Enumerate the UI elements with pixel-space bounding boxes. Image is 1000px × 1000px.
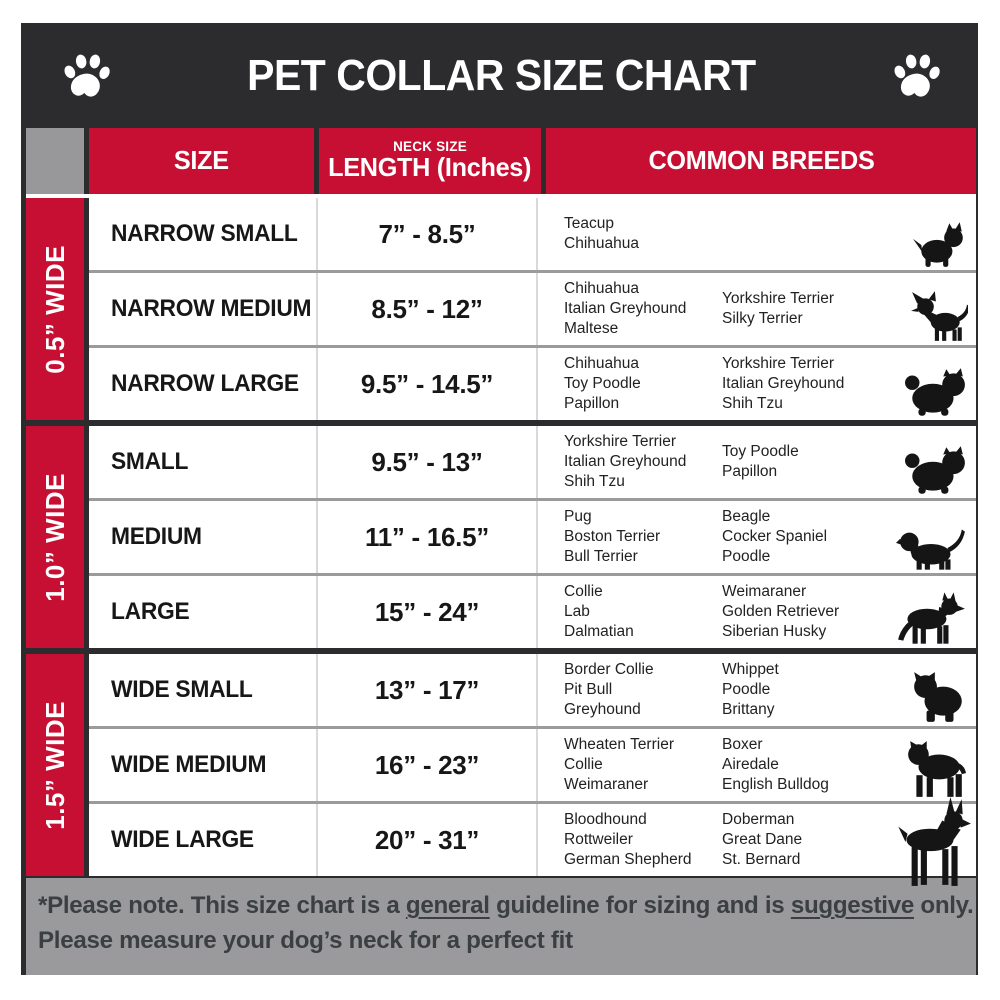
breed-name: Greyhound (564, 700, 641, 718)
collar-width-label-cell (26, 654, 89, 876)
breed-name: Great Dane (722, 831, 803, 849)
table-header-row (26, 128, 976, 194)
neck-length-value: 8.5” - 12” (371, 293, 483, 324)
size-cell (89, 804, 316, 876)
breed-name: Whippet (722, 661, 779, 679)
neck-length-cell (316, 729, 538, 801)
paw-print-icon (890, 51, 942, 101)
breed-name: St. Bernard (722, 850, 801, 868)
collar-width-label: 0.5” WIDE (39, 244, 70, 374)
collar-width-label-cell (26, 426, 89, 648)
breed-name: Brittany (722, 700, 775, 718)
footer-note (26, 878, 976, 975)
title-bar (26, 23, 976, 128)
size-name: WIDE LARGE (111, 826, 254, 853)
breeds-column-1 (564, 354, 714, 413)
breed-name: Italian Greyhound (722, 375, 845, 393)
column-header-neck-size-length (319, 128, 541, 194)
column-header-common-breeds (546, 128, 976, 194)
breed-name: Teacup (564, 215, 614, 233)
neck-length-value: 20” - 31” (374, 824, 480, 855)
common-breeds-cell (538, 729, 976, 801)
breed-name: Boston Terrier (564, 528, 661, 546)
neck-length-cell (316, 198, 538, 270)
common-breeds-cell (538, 198, 976, 270)
neck-length-cell (316, 804, 538, 876)
breed-name: Yorkshire Terrier (722, 290, 834, 308)
size-name: NARROW SMALL (111, 220, 298, 247)
neck-length-value: 13” - 17” (374, 674, 480, 705)
neck-length-cell (316, 273, 538, 345)
footer-text-segment: guideline for sizing and is (489, 892, 791, 919)
header-corner-cell (26, 128, 84, 194)
size-cell (89, 198, 316, 270)
size-name: LARGE (111, 598, 190, 625)
table-row (89, 345, 976, 420)
breed-name: Beagle (722, 508, 771, 526)
bulldog-icon (910, 671, 968, 723)
breed-name: Chihuahua (564, 235, 639, 252)
breed-name: Silky Terrier (722, 310, 803, 327)
doberman-icon (888, 796, 972, 890)
size-cell (89, 729, 316, 801)
collar-width-label: 1.0” WIDE (39, 472, 70, 602)
breed-name: Bloodhound (564, 811, 647, 829)
breed-name: Papillon (564, 394, 620, 412)
table-row (89, 654, 976, 726)
table-row (89, 426, 976, 498)
neck-length-cell (316, 501, 538, 573)
size-cell (89, 273, 316, 345)
size-cell (89, 348, 316, 420)
breed-name: English Bulldog (722, 775, 829, 793)
size-name: WIDE MEDIUM (111, 751, 267, 778)
breed-name: Border Collie (564, 661, 654, 679)
breed-name: Poodle (722, 681, 771, 699)
breed-name: Toy Poodle (564, 375, 641, 393)
length-inches-label: LENGTH (Inches) (328, 152, 532, 183)
collar-width-group (26, 426, 976, 648)
breeds-column-1 (564, 214, 714, 254)
table-row (89, 198, 976, 270)
neck-length-cell (316, 426, 538, 498)
footer-note-line1 (38, 889, 974, 924)
collar-width-label-cell (26, 198, 89, 420)
beagle-icon (896, 522, 968, 570)
yorkie-icon (912, 221, 968, 267)
neck-length-value: 7” - 8.5” (378, 218, 476, 249)
table-row (89, 801, 976, 876)
collar-width-group (26, 654, 976, 876)
breed-name: Wheaten Terrier (564, 736, 674, 754)
breeds-column-1 (564, 582, 714, 641)
breed-name: Bull Terrier (564, 547, 638, 565)
footer-underlined-word: suggestive (790, 892, 914, 919)
table-row (89, 270, 976, 345)
chihuahua-icon (910, 290, 968, 342)
breed-name: Shih Tzu (564, 472, 625, 490)
neck-length-value: 15” - 24” (374, 596, 480, 627)
breed-name: Collie (564, 583, 603, 601)
neck-length-cell (316, 576, 538, 648)
size-name: SMALL (111, 448, 189, 475)
collar-width-label: 1.5” WIDE (39, 700, 70, 830)
breeds-column-1 (564, 735, 714, 794)
size-cell (89, 654, 316, 726)
shih-tzu-icon (904, 445, 968, 495)
neck-length-value: 9.5” - 14.5” (360, 368, 494, 399)
breed-name: German Shepherd (564, 850, 692, 868)
neck-length-cell (316, 348, 538, 420)
neck-size-label: NECK SIZE (393, 139, 467, 155)
breed-name: Papillon (722, 463, 778, 480)
common-breeds-label: COMMON BREEDS (647, 145, 875, 176)
breed-name: Italian Greyhound (564, 300, 687, 318)
breed-name: Collie (564, 756, 603, 774)
breed-name: Doberman (722, 811, 795, 829)
neck-length-value: 16” - 23” (374, 749, 480, 780)
footer-text-segment: only. (913, 892, 974, 919)
neck-length-value: 11” - 16.5” (365, 521, 489, 552)
shih-tzu-icon (904, 367, 968, 417)
size-cell (89, 426, 316, 498)
collar-width-group (26, 198, 976, 420)
common-breeds-cell (538, 501, 976, 573)
page-title: PET COLLAR SIZE CHART (246, 50, 756, 100)
breeds-column-1 (564, 810, 714, 869)
pet-collar-size-chart (21, 23, 978, 975)
common-breeds-cell (538, 348, 976, 420)
size-header-label: SIZE (174, 145, 229, 176)
german-shepherd-icon (892, 591, 968, 645)
breed-name: Weimaraner (564, 775, 649, 793)
breeds-column-1 (564, 432, 714, 491)
footer-note-line2: Please measure your dog’s neck for a perfect fit (38, 926, 573, 954)
footer-text-segment: *Please note. This size chart is a (38, 892, 406, 919)
common-breeds-cell (538, 654, 976, 726)
size-name: NARROW MEDIUM (111, 295, 312, 322)
breed-name: Toy Poodle (722, 443, 799, 461)
breed-name: Maltese (564, 319, 619, 337)
pit-bull-icon (904, 740, 968, 798)
common-breeds-cell (538, 576, 976, 648)
breeds-column-1 (564, 279, 714, 338)
common-breeds-cell (538, 426, 976, 498)
size-cell (89, 576, 316, 648)
breed-name: Shih Tzu (722, 394, 783, 412)
breed-name: Boxer (722, 736, 763, 754)
breeds-column-1 (564, 507, 714, 566)
column-header-size (89, 128, 314, 194)
breed-name: Italian Greyhound (564, 453, 687, 471)
breed-name: Pug (564, 508, 592, 526)
footer-underlined-word: general (405, 892, 490, 919)
breed-name: Chihuahua (564, 280, 639, 298)
breed-name: Golden Retriever (722, 603, 840, 621)
size-name: MEDIUM (111, 523, 202, 550)
size-name: NARROW LARGE (111, 370, 299, 397)
breed-name: Pit Bull (564, 681, 613, 699)
table-body (26, 198, 976, 876)
breed-name: Rottweiler (564, 831, 633, 849)
neck-length-cell (316, 654, 538, 726)
table-row (89, 498, 976, 573)
breeds-column-1 (564, 660, 714, 719)
breed-name: Airedale (722, 756, 779, 774)
breed-name: Yorkshire Terrier (722, 355, 834, 373)
size-cell (89, 501, 316, 573)
breed-name: Poodle (722, 547, 771, 565)
breed-name: Lab (564, 603, 590, 621)
common-breeds-cell (538, 273, 976, 345)
breed-name: Cocker Spaniel (722, 528, 828, 546)
breed-name: Dalmatian (564, 622, 634, 640)
breed-name: Weimaraner (722, 583, 807, 601)
size-name: WIDE SMALL (111, 676, 253, 703)
common-breeds-cell (538, 804, 976, 876)
neck-length-value: 9.5” - 13” (371, 446, 483, 477)
breed-name: Siberian Husky (722, 622, 827, 640)
breed-name: Chihuahua (564, 355, 639, 373)
table-row (89, 726, 976, 801)
breed-name: Yorkshire Terrier (564, 433, 676, 451)
paw-print-icon (60, 51, 112, 101)
table-row (89, 573, 976, 648)
